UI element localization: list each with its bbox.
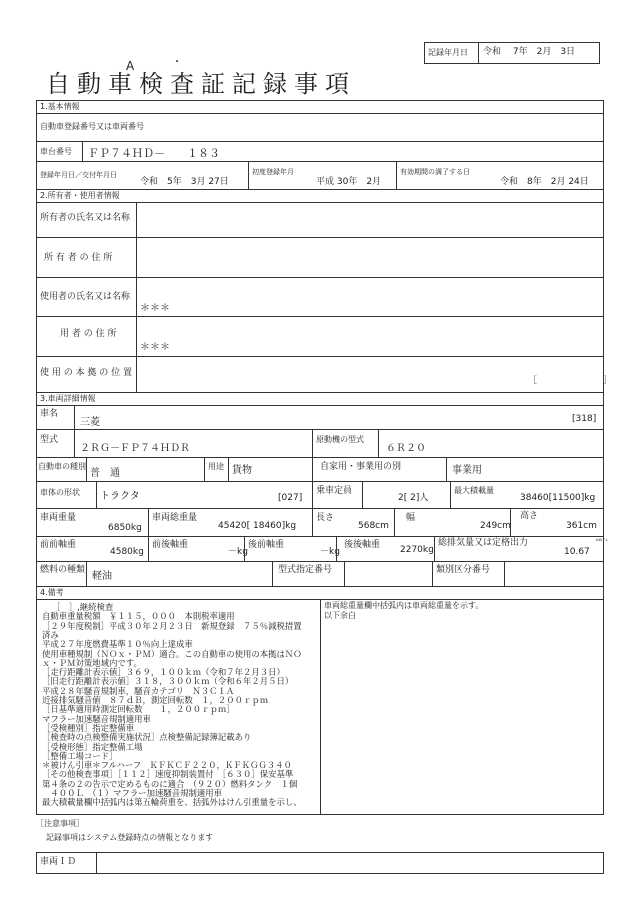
header-dot: ・ (172, 57, 182, 68)
capacity-label: 乗車定員 (316, 486, 353, 496)
remarks-line: 自動車重量税額 ￥１１５，０００ 本則税率適用 (42, 611, 235, 622)
remarks-line: ｘ・ＰＭ対策地域内です。 (42, 657, 142, 668)
front-rear-axle-label: 前後軸重 (152, 540, 189, 550)
remarks-line: 最大積載量欄中括弧内は第五輪荷重を、括弧外はけん引重量を示し、 (42, 797, 302, 808)
remarks-line: ［旧走行距離計表示値］３１８，３００ｋｍ（令和６年２月５日） (42, 676, 294, 687)
base-location-label: 使 用 の 本 拠 の 位 置 (40, 368, 133, 378)
gross-weight-label: 車両総重量 (152, 513, 198, 523)
private-business-label: 自家用・事業用の別 (320, 462, 402, 472)
reg-date-label: 登録年月日／交付年月日 (40, 171, 117, 179)
remarks-line: 第４条の２の告示で定めるものに適合 （９２０）燃料タンク １個 (42, 778, 298, 789)
rear-front-axle-label: 後前軸重 (248, 540, 285, 550)
front-front-axle-label: 前前軸重 (40, 540, 77, 550)
page-title: 自動車検査証記録事項 (46, 70, 356, 98)
remarks-line: ［その他検査事項］［１１２］速度抑制装置付 ［６３０］保安基準 (42, 769, 294, 780)
vehicle-weight-value: 6850kg (108, 523, 142, 533)
header-mark: A (126, 59, 135, 73)
section-vehicle-heading: 3.車両詳細情報 (40, 394, 96, 403)
maker-value: 三菱 (80, 417, 100, 428)
remarks-line: 済み (42, 629, 59, 640)
notice-text: 記録事項はシステム登録時点の情報となります (46, 833, 214, 842)
remarks-line: 近接排気騒音値 ８７ｄＢ，測定回転数 １，２００ｒｐｍ (42, 695, 269, 705)
max-load-label: 最大積載量 (454, 486, 494, 495)
maker-label: 車名 (40, 409, 59, 419)
remarks-line: 平成２８年騒音規制車，騒音カテゴリ Ｎ３Ｃ１Ａ (42, 685, 235, 696)
model-value: ２ＲＧ－ＦＰ７４ＨＤＲ (80, 443, 190, 454)
base-location-value: ［ ］ (528, 376, 612, 386)
use-label: 用途 (208, 462, 224, 471)
rear-front-axle-value: －kg (320, 547, 340, 557)
chassis-label: 車台番号 (40, 147, 72, 156)
remarks-line: ［受検種別］指定整備車 (42, 722, 135, 733)
vehicle-id-label: 車両ＩＤ (40, 857, 77, 867)
remarks-line: ［２９年度税制］平成３０年２月２３日 新規登録 ７５％減税措置 (42, 620, 302, 631)
engine-value: ６Ｒ２０ (386, 443, 426, 454)
remarks-line: ＊被けん引車＊フルハーフ ＫＦＫＣＦ２２０，ＫＦＫＧＧ３４０ (42, 760, 292, 771)
maker-code: [318] (572, 414, 597, 424)
user-name-value: ＊＊＊ (140, 303, 170, 314)
remarks-line: ４００Ｌ （１）マフラー加速騒音規制適用車 (42, 788, 223, 798)
length-label: 長さ (316, 513, 335, 523)
height-value: 361cm (566, 521, 597, 531)
front-rear-axle-value: －kg (228, 547, 248, 557)
model-label: 型式 (40, 435, 59, 445)
displacement-label: 総排気量又は定格出力 (438, 538, 529, 548)
user-address-label: 用 者 の 住 所 (60, 329, 117, 339)
remarks-line: 使用車種規制（ＮＯｘ・ＰＭ）適合。この自動車の使用の本拠はＮＯ (42, 648, 302, 659)
remarks-line: ［検査時の点検整備実施状況］点検整備記録簿記載あり (42, 732, 252, 743)
body-shape-code: [027] (278, 493, 303, 503)
fuel-label: 燃料の種類 (40, 565, 86, 575)
reg-date-value: 令和 5年 3月 27日 (140, 177, 229, 187)
private-business-value: 事業用 (452, 465, 482, 476)
length-value: 568cm (358, 521, 389, 531)
owner-name-label: 所有者の氏名又は名称 (40, 213, 131, 223)
notice-label: ［注意事項］ (36, 819, 84, 828)
max-load-value: 38460[11500]kg (520, 493, 596, 503)
expiry-label: 有効期間の満了する日 (400, 168, 470, 176)
remarks-line: ［日基準適用時測定回転数 １，２００ｒｐｍ］ (42, 704, 235, 715)
section-owner-heading: 2.所有者・使用者情報 (40, 191, 120, 200)
user-name-label: 使用者の氏名又は名称 (40, 292, 131, 302)
gross-weight-value: 45420[ 18460]kg (218, 521, 297, 531)
body-shape-value: トラクタ (100, 491, 140, 502)
front-front-axle-value: 4580kg (110, 547, 144, 557)
first-reg-value: 平成 30年 2月 (316, 177, 382, 187)
engine-label: 原動機の型式 (316, 435, 364, 444)
vehicle-kind-label: 自動車の種別 (38, 462, 86, 471)
remarks-right-note-2: 以下余白 (324, 611, 356, 620)
section-remarks-heading: 4.備考 (40, 588, 64, 597)
remarks-line: ［ ］,継続検査 (52, 602, 114, 612)
record-date-value: 令和 7年 2月 3日 (483, 47, 576, 57)
fuel-value: 軽油 (92, 571, 112, 582)
remarks-line: マフラー加速騒音規制適用車 (42, 713, 151, 724)
vehicle-kind-value: 普 通 (90, 468, 120, 479)
remarks-line: 平成２７年度燃費基準１０％向上達成車 (42, 639, 193, 650)
first-reg-label: 初度登録年月 (252, 168, 294, 176)
remarks-line: ［整備工場コード］ (42, 750, 118, 761)
height-label: 高さ (520, 511, 539, 521)
remarks-line: ［受検形態］指定整備工場 (42, 741, 143, 752)
width-label: 幅 (406, 513, 416, 523)
type-designation-label: 型式指定番号 (278, 565, 333, 575)
rear-rear-axle-value: 2270kg (400, 545, 434, 555)
use-value: 貨物 (232, 465, 252, 476)
record-date-label: 記録年月日 (428, 48, 468, 57)
vehicle-weight-label: 車両重量 (40, 513, 77, 523)
remarks-right-note-1: 車両総重量欄中括弧内は車両総重量を示す。 (324, 601, 484, 610)
user-address-value: ＊＊＊ (140, 342, 170, 353)
section-basic-heading: 1.基本情報 (40, 102, 80, 111)
chassis-value: ＦＰ７４ＨＤ－ １８３ (88, 147, 220, 160)
body-shape-label: 車体の形状 (40, 488, 80, 497)
rear-rear-axle-label: 後後軸重 (344, 540, 381, 550)
displacement-value: 10.67 (564, 547, 590, 557)
displacement-unit: kW / L (596, 537, 608, 542)
capacity-value: 2[ 2]人 (398, 493, 429, 503)
reg-number-label: 自動車登録番号又は車両番号 (40, 122, 144, 131)
class-number-label: 類別区分番号 (436, 565, 491, 575)
width-value: 249cm (480, 521, 511, 531)
remarks-line: ［走行距離計表示値］３６９，１００ｋｍ（令和７年２月３日） (42, 667, 285, 678)
owner-address-label: 所 有 者 の 住 所 (44, 253, 113, 263)
expiry-value: 令和 8年 2月 24日 (500, 177, 589, 187)
vehicle-id-box (36, 852, 604, 874)
